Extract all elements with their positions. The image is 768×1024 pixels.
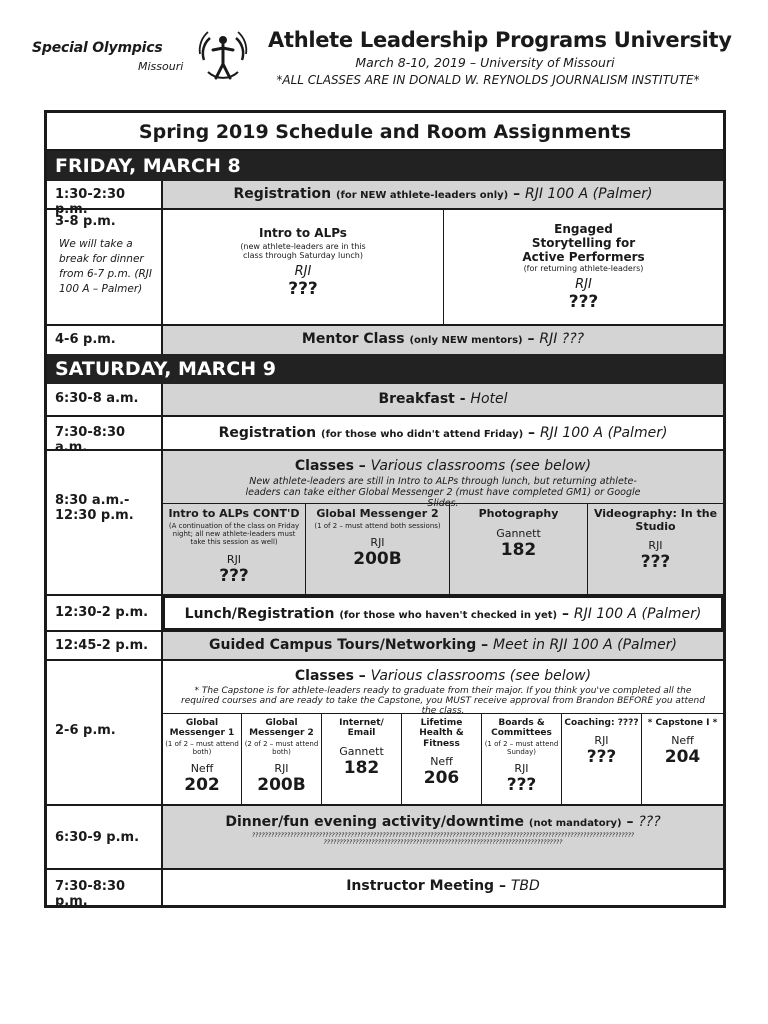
event-room: ??? <box>638 814 661 830</box>
class-room: 200B <box>353 549 402 570</box>
time-cell: 2-6 p.m. <box>47 661 163 804</box>
classes-description: * The Capstone is for athlete-leaders ready to graduate from their major. If you think you've completed all the required courses and are ready to take the Capstone, you MUST receive approval from Brandon BEFORE you attend the class. <box>181 686 705 716</box>
logo-sub: Missouri <box>138 60 184 73</box>
schedule-table <box>44 110 726 908</box>
event-cell <box>163 210 723 324</box>
dinner-break-note: We will take a break for dinner from 6-7 p.m. (RJI 100 A – Palmer) <box>59 238 152 295</box>
class-title: Intro to ALPs <box>259 226 347 240</box>
time-cell: 12:45-2 p.m. <box>47 632 163 659</box>
class-title: Photography <box>478 507 559 520</box>
saturday-registration-row <box>47 417 723 455</box>
event-room: Hotel <box>470 391 508 407</box>
event-room: TBD <box>510 878 540 894</box>
time-cell: 8:30 a.m.- 12:30 p.m. <box>47 451 163 594</box>
saturday-breakfast-row <box>47 384 723 417</box>
classes-description: New athlete-leaders are still in Intro to ALPs through lunch, but returning athlete-leaders can take either Global Messenger 2 (must have completed GM1) or Google Slides. <box>245 476 641 509</box>
page-header <box>0 0 768 110</box>
time-cell: 7:30-8:30 a.m. <box>47 417 163 449</box>
class-room: ??? <box>640 552 671 573</box>
class-title: Global Messenger 1 <box>169 718 235 739</box>
class-title: Global Messenger 2 <box>316 507 439 520</box>
friday-mentor-row <box>47 326 723 354</box>
class-card <box>641 713 723 804</box>
classes-label-note: Various classrooms (see below) <box>370 668 592 684</box>
event-cell <box>163 181 723 208</box>
class-building: Neff <box>430 755 453 769</box>
class-title: Boards & Committees <box>491 718 552 739</box>
class-card <box>449 503 587 594</box>
class-card <box>401 713 481 804</box>
class-card <box>163 503 305 594</box>
event-cell <box>163 661 723 804</box>
event-room: RJI 100 A (Palmer) <box>573 606 702 622</box>
class-room: 182 <box>500 539 537 560</box>
class-building: RJI <box>294 264 312 279</box>
saturday-afternoon-classes-row <box>47 661 723 806</box>
class-room: 182 <box>343 757 380 778</box>
class-card <box>587 503 723 594</box>
class-note: (1 of 2 – must attend Sunday) <box>484 739 559 757</box>
event-cell <box>163 384 723 415</box>
class-room: ??? <box>586 747 617 768</box>
event-note: (for those who haven't checked in yet) <box>339 610 558 621</box>
location-note: *ALL CLASSES ARE IN DONALD W. REYNOLDS JOURNALISM INSTITUTE* <box>276 73 700 87</box>
logo-name: Special Olympics <box>32 40 163 56</box>
time-cell: 6:30-9 p.m. <box>47 806 163 868</box>
class-room: ??? <box>219 565 249 586</box>
event-room: RJI ??? <box>539 331 585 347</box>
class-title: * Capstone I * <box>647 718 718 728</box>
time-cell: 12:30-2 p.m. <box>47 596 163 630</box>
class-building: RJI <box>594 734 609 748</box>
filler-line-1: ???????????????????????????????????????????????????????????????????????????????????????????????????????????????????????? <box>251 832 635 839</box>
event-label: Breakfast - <box>378 391 471 407</box>
class-building: RJI <box>274 762 289 776</box>
filler-line-2: ??????????????????????????????????????????????????????????????????????????? <box>323 839 563 846</box>
friday-evening-row <box>47 210 723 326</box>
class-building: RJI <box>575 277 592 292</box>
event-dash: – <box>523 425 540 441</box>
event-label: Dinner/fun evening activity/downtime <box>225 814 525 830</box>
class-building: Gannett <box>339 744 384 758</box>
class-card <box>241 713 321 804</box>
class-note: (new athlete-leaders are in this class through Saturday lunch) <box>240 242 366 260</box>
event-cell <box>163 870 723 905</box>
class-intro-alps <box>163 210 443 324</box>
classes-label: Classes – <box>294 458 371 474</box>
event-cell <box>163 596 723 630</box>
friday-heading: FRIDAY, MARCH 8 <box>47 151 723 181</box>
event-dash: – <box>508 186 525 202</box>
class-title: Videography: In the Studio <box>593 507 718 533</box>
time-cell: 7:30-8:30 p.m. <box>47 870 163 905</box>
event-cell <box>163 806 723 868</box>
event-cell <box>163 451 723 594</box>
time-label: 3-8 p.m. <box>55 214 116 229</box>
class-room: ??? <box>506 775 537 796</box>
event-label: Guided Campus Tours/Networking – <box>209 637 494 653</box>
class-building: RJI <box>226 552 242 566</box>
saturday-tours-row <box>47 632 723 661</box>
time-cell <box>47 210 163 324</box>
class-note: (1 of 2 – must attend both) <box>165 739 239 757</box>
class-building: Neff <box>671 734 694 748</box>
event-cell <box>163 326 723 354</box>
class-card <box>321 713 401 804</box>
event-room: RJI 100 A (Palmer) <box>524 186 653 202</box>
schedule-title: Spring 2019 Schedule and Room Assignments <box>47 113 723 151</box>
time-cell: 4-6 p.m. <box>47 326 163 354</box>
class-engaged-storytelling <box>443 210 723 324</box>
friday-registration-row <box>47 181 723 217</box>
saturday-heading: SATURDAY, MARCH 9 <box>47 354 723 384</box>
event-note: (only NEW mentors) <box>409 335 523 346</box>
saturday-lunch-row <box>47 596 723 632</box>
class-note: (2 of 2 – must attend both) <box>244 739 319 757</box>
class-room: 202 <box>184 775 220 796</box>
event-cell <box>163 632 723 659</box>
saturday-morning-classes-row <box>47 451 723 596</box>
class-note: (A continuation of the class on Friday night; all new athlete-leaders must take this session as well) <box>168 521 300 547</box>
class-title: Engaged Storytelling for Active Performers <box>522 222 645 264</box>
class-building: RJI <box>648 539 663 553</box>
class-note: (for returning athlete-leaders) <box>523 264 644 273</box>
class-card <box>561 713 641 804</box>
class-building: RJI <box>514 762 529 776</box>
event-cell <box>163 417 723 449</box>
class-room: 206 <box>423 768 460 789</box>
event-label: Lunch/Registration <box>184 606 335 622</box>
class-card <box>481 713 561 804</box>
class-title: Coaching: ???? <box>564 718 639 728</box>
class-title: Global Messenger 2 <box>249 718 314 739</box>
event-label: Mentor Class <box>301 331 405 347</box>
classes-heading <box>163 455 723 509</box>
class-card <box>163 713 241 804</box>
classes-label: Classes – <box>294 668 371 684</box>
class-room: ??? <box>288 279 318 299</box>
classes-heading <box>163 665 723 716</box>
event-note: (for NEW athlete-leaders only) <box>335 190 509 201</box>
class-room: 200B <box>257 775 306 796</box>
class-note: (1 of 2 – must attend both sessions) <box>314 521 441 530</box>
event-dash: – <box>621 814 639 830</box>
class-title: Lifetime Health & Fitness <box>419 718 464 749</box>
event-dates: March 8-10, 2019 – University of Missouri <box>355 55 615 70</box>
class-building: Gannett <box>496 526 541 540</box>
class-card <box>305 503 449 594</box>
class-building: RJI <box>370 536 385 550</box>
event-room: Meet in RJI 100 A (Palmer) <box>493 637 677 653</box>
saturday-instructor-row <box>47 870 723 909</box>
time-cell: 6:30-8 a.m. <box>47 384 163 415</box>
event-label: Registration <box>233 186 332 202</box>
event-note: (for those who didn't attend Friday) <box>321 429 524 440</box>
event-label: Registration <box>218 425 317 441</box>
class-title: Intro to ALPs CONT'D <box>168 507 300 520</box>
event-dash: – <box>557 606 574 622</box>
special-olympics-logo-icon <box>196 30 250 88</box>
saturday-dinner-row <box>47 806 723 870</box>
page-title: Athlete Leadership Programs University <box>268 28 732 52</box>
class-room: ??? <box>568 292 599 312</box>
classes-label-note: Various classrooms (see below) <box>370 458 592 474</box>
event-label: Instructor Meeting – <box>346 878 511 894</box>
class-title: Internet/ Email <box>339 718 384 739</box>
class-room: 204 <box>664 747 701 768</box>
event-room: RJI 100 A (Palmer) <box>539 425 668 441</box>
event-note: (not mandatory) <box>528 818 622 829</box>
time-cell: 1:30-2:30 p.m. <box>47 181 163 208</box>
class-building: Neff <box>190 762 214 776</box>
event-dash: – <box>522 331 540 347</box>
